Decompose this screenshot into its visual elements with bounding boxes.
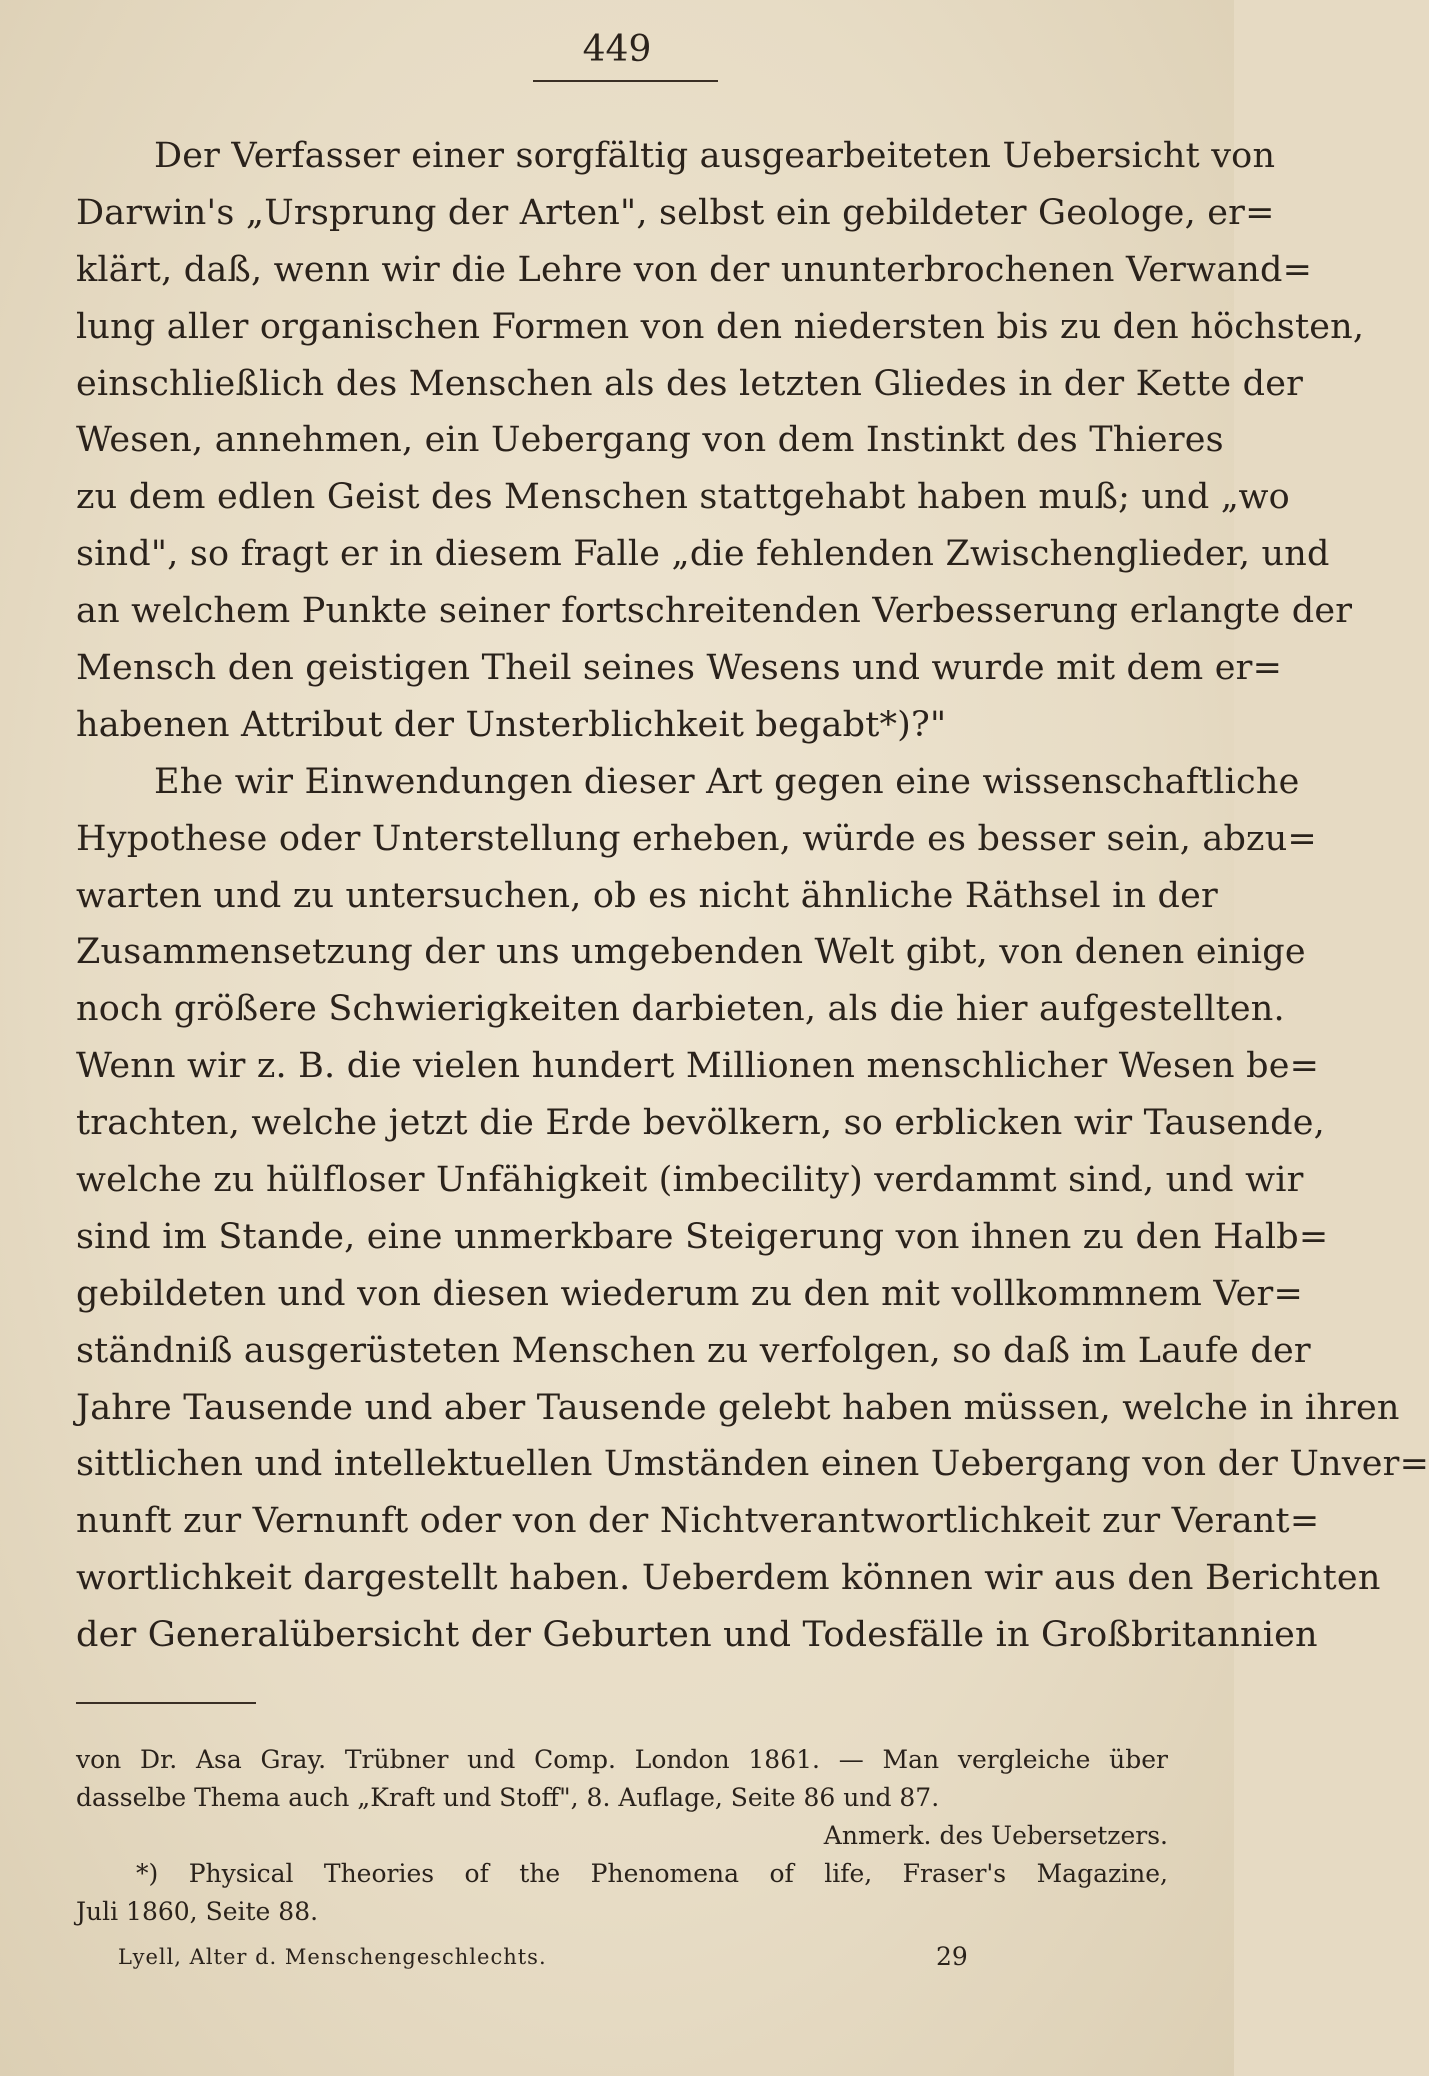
- translator-note: Anmerk. des Uebersetzers.: [823, 1821, 1168, 1850]
- header-rule: [533, 80, 718, 82]
- footnote-line: *) Physical Theories of the Phenomena of life, Fraser's Magazine,: [136, 1859, 1168, 1888]
- text-line: Wenn wir z. B. die vielen hundert Millionen menschlicher Wesen be=: [76, 1046, 1320, 1087]
- text-line: Zusammensetzung der uns umgebenden Welt gibt, von denen einige: [76, 932, 1306, 973]
- text-line: nunft zur Vernunft oder von der Nichtverantwortlichkeit zur Verant=: [76, 1501, 1320, 1542]
- paragraph-2: [76, 754, 1429, 1664]
- footnote-line: dasselbe Thema auch „Kraft und Stoff", 8. Auflage, Seite 86 und 87.: [76, 1783, 940, 1812]
- page-number: 449: [582, 29, 652, 70]
- text-line: an welchem Punkte seiner fortschreitenden Verbesserung erlangte der: [76, 591, 1353, 632]
- signature-line: Lyell, Alter d. Menschengeschlechts.: [118, 1945, 547, 1969]
- text-line: Hypothese oder Unterstellung erheben, würde es besser sein, abzu=: [76, 818, 1317, 859]
- body-text: [76, 128, 1429, 1664]
- text-line: Ehe wir Einwendungen dieser Art gegen eine wissenschaftliche: [154, 761, 1300, 802]
- text-line: sind", so fragt er in diesem Falle „die fehlenden Zwischenglieder, und: [76, 534, 1330, 575]
- text-line: Mensch den geistigen Theil seines Wesens und wurde mit dem er=: [76, 648, 1283, 689]
- text-line: lung aller organischen Formen von den niedersten bis zu den höchsten,: [76, 306, 1365, 347]
- text-line: habenen Attribut der Unsterblichkeit begabt*)?": [76, 704, 947, 745]
- text-line: gebildeten und von diesen wiederum zu den mit vollkommnem Ver=: [76, 1273, 1303, 1314]
- text-line: Wesen, annehmen, ein Uebergang von dem Instinkt des Thieres: [76, 420, 1224, 461]
- text-line: ständniß ausgerüsteten Menschen zu verfolgen, so daß im Laufe der: [76, 1330, 1311, 1371]
- text-line: trachten, welche jetzt die Erde bevölkern, so erblicken wir Tausende,: [76, 1103, 1325, 1144]
- text-line: sind im Stande, eine unmerkbare Steigerung von ihnen zu den Halb=: [76, 1216, 1329, 1257]
- sheet-number: 29: [936, 1942, 968, 1971]
- text-line: warten und zu untersuchen, ob es nicht ähnliche Räthsel in der: [76, 875, 1218, 916]
- footnote-line: Juli 1860, Seite 88.: [76, 1897, 319, 1926]
- footnote-line: von Dr. Asa Gray. Trübner und Comp. London 1861. — Man vergleiche über: [76, 1745, 1168, 1774]
- text-line: einschließlich des Menschen als des letzten Gliedes in der Kette der: [76, 363, 1304, 404]
- text-line: Jahre Tausende und aber Tausende gelebt haben müssen, welche in ihren: [76, 1387, 1400, 1428]
- text-line: klärt, daß, wenn wir die Lehre von der ununterbrochenen Verwand=: [76, 249, 1313, 290]
- text-line: Darwin's „Ursprung der Arten", selbst ein gebildeter Geologe, er=: [76, 192, 1275, 233]
- text-line: der Generalübersicht der Geburten und Todesfälle in Großbritannien: [76, 1615, 1318, 1656]
- text-line: zu dem edlen Geist des Menschen stattgehabt haben muß; und „wo: [76, 477, 1290, 518]
- text-line: Der Verfasser einer sorgfältig ausgearbeiteten Uebersicht von: [154, 136, 1276, 176]
- footnote-rule: [76, 1702, 256, 1704]
- text-line: sittlichen und intellektuellen Umständen einen Uebergang von der Unver=: [76, 1444, 1429, 1485]
- footnotes: [76, 1741, 1168, 1931]
- text-line: noch größere Schwierigkeiten darbieten, als die hier aufgestellten.: [76, 989, 1285, 1030]
- text-line: wortlichkeit dargestellt haben. Ueberdem können wir aus den Berichten: [76, 1558, 1381, 1599]
- paragraph-1: [76, 128, 1365, 754]
- text-line: welche zu hülfloser Unfähigkeit (imbecility) verdammt sind, und wir: [76, 1160, 1304, 1201]
